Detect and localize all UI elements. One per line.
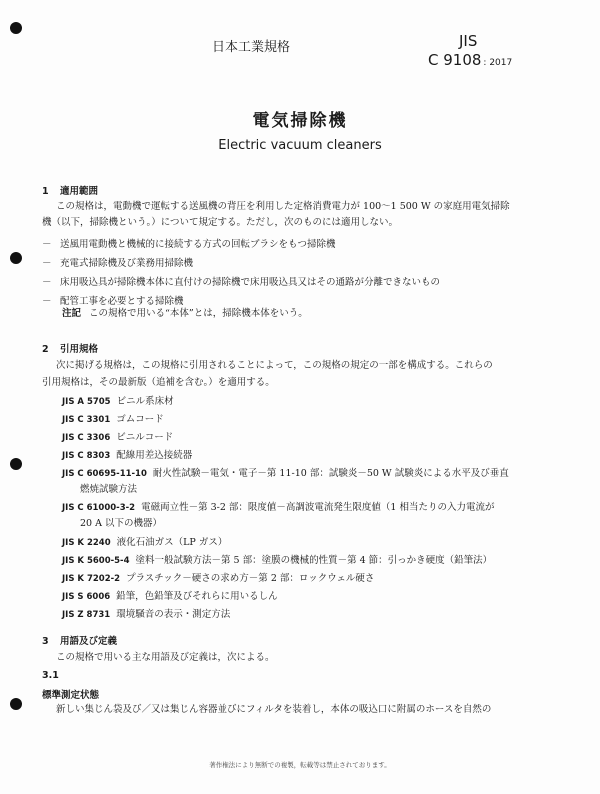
section-title: 適用範囲 <box>60 186 99 197</box>
exclusion-item: － 床用吸込具が掃除機本体に直付けの掃除機で床用吸込具又はその通路が分離できないもの <box>42 277 441 288</box>
reference-item: JIS Z 8731 環境騒音の表示・測定方法 <box>62 609 231 620</box>
standard-body: 日本工業規格 <box>212 40 291 55</box>
references-paragraph-line: 次に掲げる規格は，この規格に引用されることによって，この規格の規定の一部を構成する。これらの <box>56 360 493 371</box>
exclusion-item: － 配管工事を必要とする掃除機 <box>42 296 184 307</box>
scope-paragraph-line: この規格は，電動機で運転する送風機の背圧を利用した定格消費電力が 100～1 500 W の家庭用電気掃除 <box>56 201 510 212</box>
reference-item: JIS C 8303 配線用差込接続器 <box>62 450 193 461</box>
jis-label: JIS <box>459 32 478 50</box>
reference-item: JIS K 7202-2 プラスチック－硬さの求め方－第 2 部：ロックウェル硬さ <box>62 573 375 584</box>
clause-number: 3.1 <box>42 670 59 681</box>
copyright-notice: 著作権法により無断での複製，転載等は禁止されております。 <box>209 761 391 769</box>
binder-hole <box>10 698 22 710</box>
reference-item: JIS S 6006 鉛筆，色鉛筆及びそれらに用いるしん <box>62 591 278 602</box>
exclusion-item: － 充電式掃除機及び業務用掃除機 <box>42 258 194 269</box>
term-heading: 標準測定状態 <box>42 690 100 701</box>
scope-paragraph-line: 機（以下，掃除機という。）について規定する。ただし，次のものには適用しない。 <box>42 217 399 228</box>
exclusion-item: － 送風用電動機と機械的に接続する方式の回転ブラシをもつ掃除機 <box>42 239 336 250</box>
section-3-heading: 3 用語及び定義 <box>42 636 118 647</box>
reference-item: JIS C 3301 ゴムコード <box>62 414 164 425</box>
section-number: 1 <box>42 186 49 197</box>
reference-item: JIS K 2240 液化石油ガス（LP ガス） <box>62 537 228 548</box>
standard-number: C 9108 <box>428 51 482 69</box>
reference-item: JIS A 5705 ビニル系床材 <box>62 396 174 407</box>
reference-item: JIS C 61000-3-2 電磁両立性－第 3-2 部：限度値－高調波電流発生限度値（1 相当たりの入力電流が <box>62 502 495 513</box>
references-paragraph-line: 引用規格は，その最新版（追補を含む。）を適用する。 <box>42 377 275 388</box>
binder-hole <box>10 458 22 470</box>
section-2-heading: 2 引用規格 <box>42 344 99 355</box>
title-japanese: 電気掃除機 <box>252 111 348 131</box>
binder-hole <box>10 252 22 264</box>
definitions-paragraph: この規格で用いる主な用語及び定義は，次による。 <box>56 652 275 663</box>
section-1-heading <box>42 183 98 197</box>
binder-hole <box>10 22 22 34</box>
reference-item: JIS K 5600-5-4 塗料一般試験方法－第 5 部：塗膜の機械的性質－第 4 節：引っかき硬度（鉛筆法） <box>62 555 493 566</box>
reference-item-continuation: 20 A 以下の機器） <box>80 518 162 529</box>
reference-item: JIS C 60695-11-10 耐火性試験－電気・電子－第 11-10 部：試験炎－50 W 試験炎による水平及び垂直 <box>62 468 509 479</box>
title-english: Electric vacuum cleaners <box>218 138 382 153</box>
note: 注記 この規格で用いる“本体”とは，掃除機本体をいう。 <box>62 308 308 319</box>
reference-item-continuation: 燃焼試験方法 <box>80 484 138 495</box>
standard-code <box>428 51 512 69</box>
standard-year: : 2017 <box>483 58 513 68</box>
reference-item: JIS C 3306 ビニルコード <box>62 432 174 443</box>
term-definition: 新しい集じん袋及び／又は集じん容器並びにフィルタを装着し，本体の吸込口に附属のホースを自然の <box>56 704 492 715</box>
